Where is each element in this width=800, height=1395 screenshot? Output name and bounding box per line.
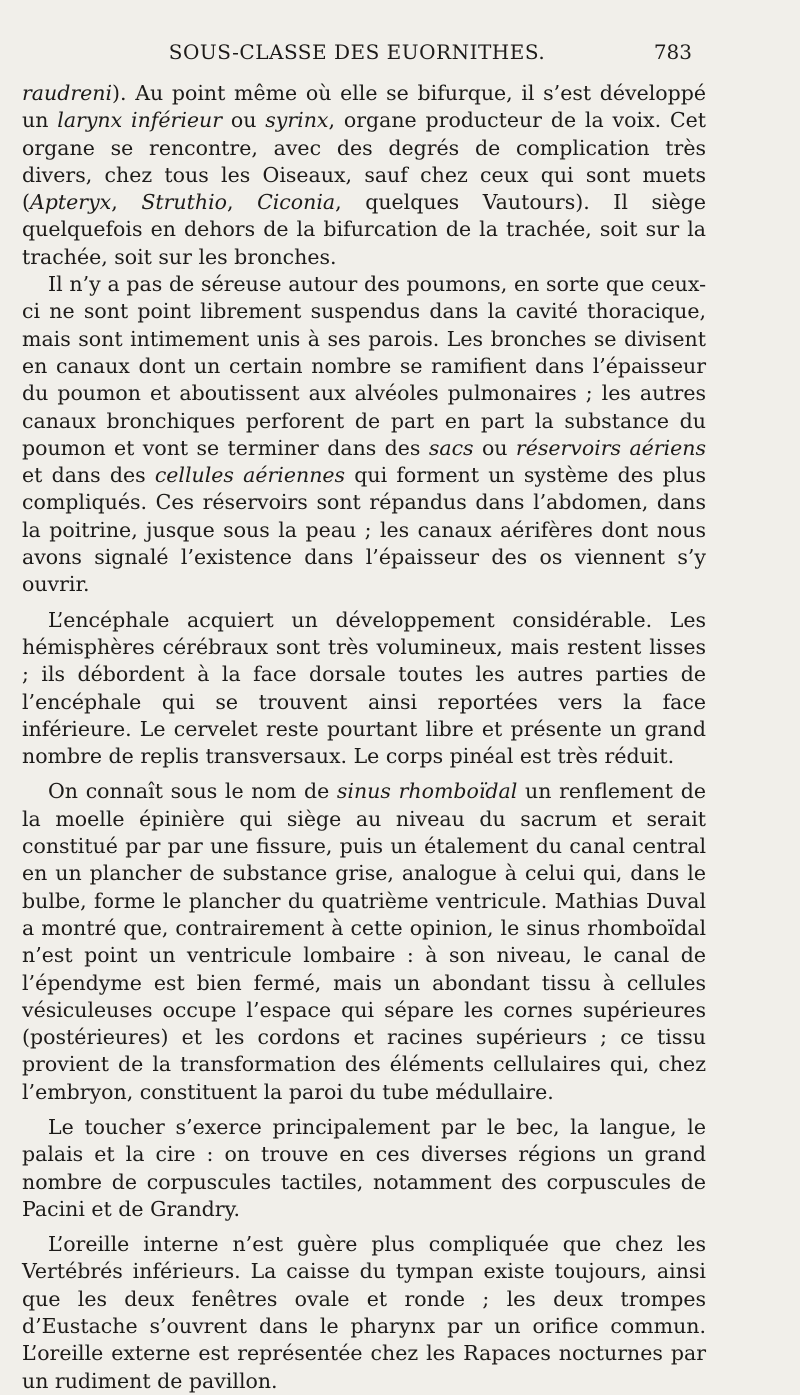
paragraph <box>22 80 706 271</box>
paragraph <box>22 1114 706 1223</box>
paragraph <box>22 271 706 599</box>
text-run: un renflement de la moelle épinière qui siège au niveau du sacrum et serait constitué par par une fissure, puis un étalement du canal central en un plancher de substance grise, analogue à celui qui, dans le bulbe, forme le plancher du quatrième ventricule. Mathias Duval a montré que, contrairement à cette opinion, le sinus rhomboïdal n’est point un ventricule lombaire : à son niveau, le canal de l’épendyme est bien fermé, mais un abondant tissu à cellules vésiculeuses occupe l’espace qui sépare les cornes supérieures (postérieures) et les cordons et racines supérieurs ; ce tissu provient de la transformation des éléments cellulaires qui, chez l’embryon, constituent la paroi du tube médullaire. <box>22 779 706 1104</box>
text-run: ou <box>473 435 516 460</box>
running-header <box>22 40 692 76</box>
italic-term: Ciconia <box>257 190 336 215</box>
italic-term: Struthio <box>141 190 227 215</box>
text-run: , organe producteur de la voix. Cet organe se rencontre, avec des degrés de complication très divers, chez tous les Oiseaux, sauf chez ceux qui sont muets ( <box>22 108 707 215</box>
italic-term: syrinx <box>265 108 329 133</box>
paragraph <box>22 778 706 1106</box>
italic-term: raudreni <box>22 81 113 105</box>
text-run: Il n’y a pas de séreuse autour des poumons, en sorte que ceux-ci ne sont point librement suspendus dans la cavité thoracique, mais sont intimement unis à ses parois. Les bronches se divisent en canaux dont un certain nombre se ramifient dans l’épaisseur du poumon et aboutissent aux alvéoles pulmonaires ; les autres canaux bronchiques perforent de part en part la substance du poumon et vont se terminer dans des <box>22 272 706 460</box>
text-run: ). Au point même où elle se bifurque, il s’est développé un <box>22 81 706 133</box>
italic-term: Apteryx <box>30 190 112 215</box>
text-run: On connaît sous le nom de <box>48 779 337 804</box>
text-run: qui forment un système des plus compliqués. Ces réservoirs sont répandus dans l’abdomen, dans la poitrine, jusque sous la peau ; les canaux aérifères dont nous avons signalé l’existence dans l’épaisseur des os viennent s’y ouvrir. <box>22 463 706 597</box>
paragraph <box>22 607 706 771</box>
text-run: , <box>226 190 258 215</box>
text-run: ou <box>222 108 266 133</box>
text-run: L’encéphale acquiert un développement considérable. Les hémisphères cérébraux sont très volumineux, mais restent lisses ; ils débordent à la face dorsale toutes les autres parties de l’encéphale qui se trouvent ainsi reportées vers la face inférieure. Le cervelet reste pourtant libre et présente un grand nombre de replis transversaux. Le corps pinéal est très réduit. <box>22 607 706 769</box>
page-number: 783 <box>653 40 692 64</box>
body-text <box>22 80 706 1395</box>
italic-term: larynx inférieur <box>57 108 223 133</box>
italic-term: réservoirs aériens <box>515 435 707 460</box>
text-run: , <box>111 190 142 215</box>
italic-term: sinus rhomboïdal <box>336 779 518 804</box>
paragraph <box>22 1231 706 1395</box>
italic-term: sacs <box>428 435 474 460</box>
text-run: , quelques Vautours). Il siège quelquefois en dehors de la bifurcation de la trachée, soit sur la trachée, soit sur les bronches. <box>22 190 706 269</box>
text-run: et dans des <box>22 463 155 488</box>
text-run: L’oreille interne n’est guère plus compliquée que chez les Vertébrés inférieurs. La caisse du tympan existe toujours, ainsi que les deux fenêtres ovale et ronde ; les deux trompes d’Eustache s’ouvrent dans le pharynx par un orifice commun. L’oreille externe est représentée chez les Rapaces nocturnes par un rudiment de pavillon. <box>22 1232 706 1393</box>
text-run: Le toucher s’exerce principalement par le bec, la langue, le palais et la cire : on trouve en ces diverses régions un grand nombre de corpuscules tactiles, notamment des corpuscules de Pacini et de Grandry. <box>22 1114 706 1221</box>
italic-term: cellules aériennes <box>154 463 346 488</box>
running-title: SOUS-CLASSE DES EUORNITHES. <box>168 40 546 64</box>
